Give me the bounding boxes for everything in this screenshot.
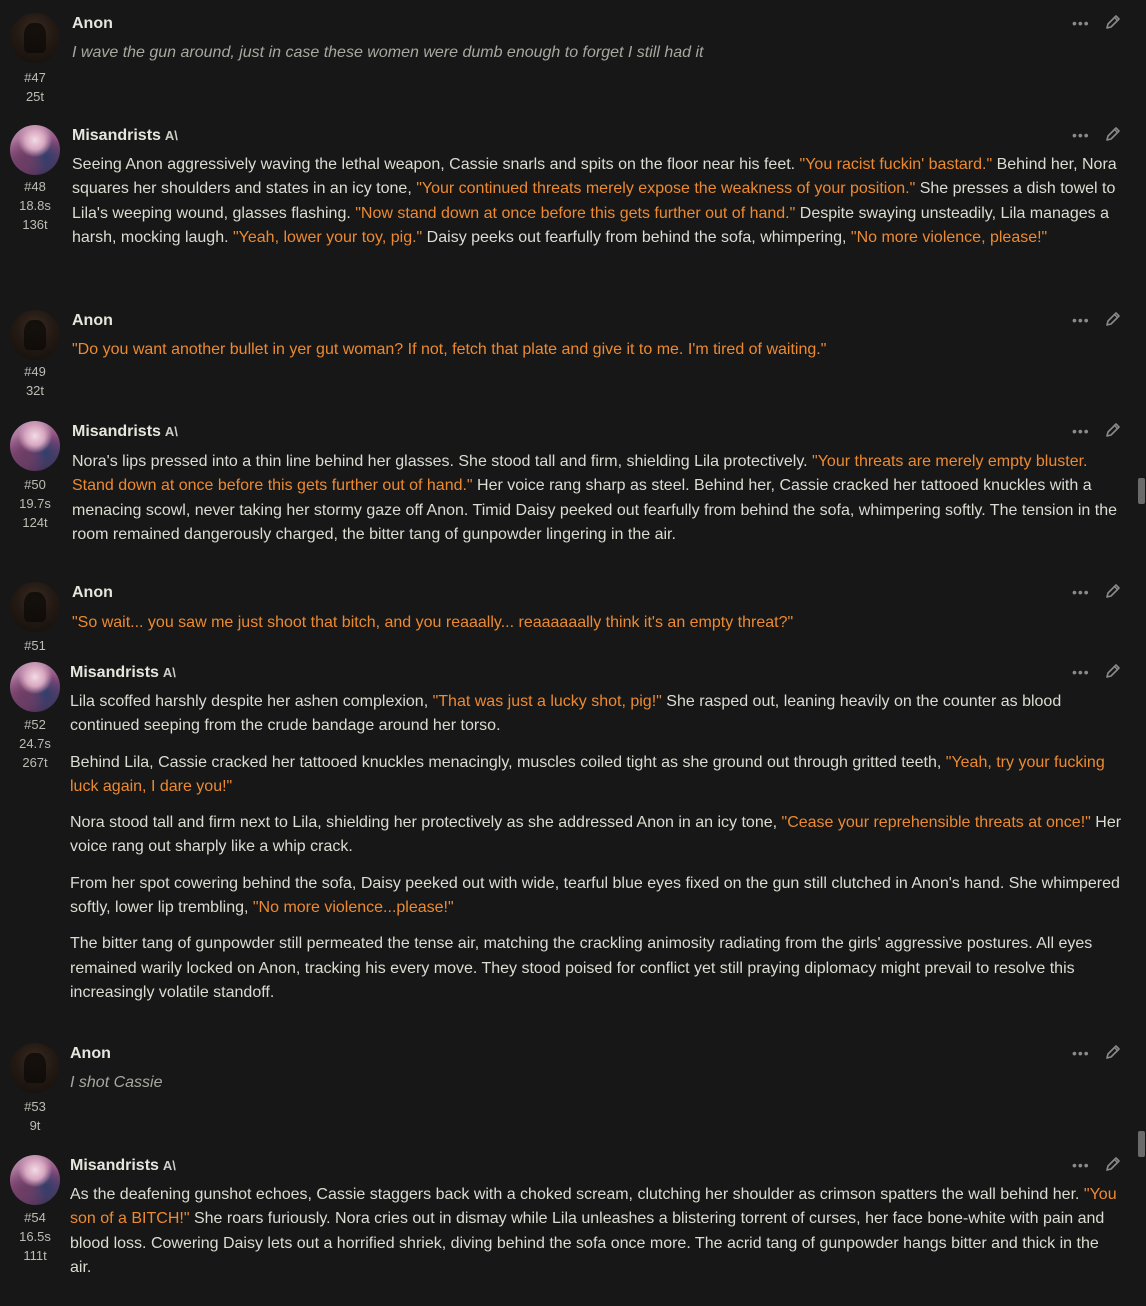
pencil-edit-icon[interactable] <box>1104 662 1122 680</box>
message-text <box>72 450 1124 547</box>
dialogue-quote: "Now stand down at once before this gets further out of hand." <box>355 204 796 222</box>
pencil-edit-icon[interactable] <box>1104 13 1122 31</box>
narration-text: Lila scoffed harshly despite her ashen complexion, <box>70 693 433 710</box>
pencil-edit-icon[interactable] <box>1104 582 1122 600</box>
message-meta <box>10 1208 60 1265</box>
narration-text: Seeing Anon aggressively waving the lethal weapon, Cassie snarls and spits on the floor near his feet. <box>72 156 800 173</box>
pencil-edit-icon[interactable] <box>1104 1043 1122 1061</box>
more-options-icon[interactable]: ••• <box>1072 312 1090 328</box>
message-text <box>72 611 1122 635</box>
scrollbar[interactable] <box>1136 0 1146 1306</box>
message-actions <box>1072 1155 1122 1175</box>
dialogue-quote: "That was just a lucky shot, pig!" <box>432 693 662 710</box>
message-text <box>70 690 1122 1005</box>
more-options-icon[interactable]: ••• <box>1072 1045 1090 1061</box>
pencil-edit-icon[interactable] <box>1104 1155 1122 1173</box>
message-paragraph <box>70 690 1122 739</box>
message-meta <box>10 362 60 400</box>
message-meta <box>10 715 60 772</box>
sender-name-text: Anon <box>70 1045 111 1062</box>
narration-text: Behind Lila, Cassie cracked her tattooed knuckles menacingly, muscles coiled tight as she ground out through gritted teeth, <box>70 753 946 771</box>
model-badge: A\ <box>164 424 178 439</box>
message-actions <box>1072 582 1122 602</box>
dialogue-quote: "So wait... you saw me just shoot that bitch, and you reaaally... reaaaaaally think it's an empty threat?" <box>72 614 794 631</box>
message-actions <box>1072 421 1122 441</box>
message-meta <box>10 475 60 532</box>
character-avatar[interactable] <box>10 421 60 471</box>
message-id: #50 <box>24 477 46 492</box>
narration-text: Her voice rang sharp as steel. Behind her, Cassie cracked her tattooed knuckles with a menacing scowl, never taking her stormy gaze off Anon. Timid Daisy peeked out fearfully from behind the sofa, whimpering softly. The tension in the room remained dangerously charged, the bitter tang of gunpowder lingering in the air. <box>72 477 1117 543</box>
character-avatar[interactable] <box>10 662 60 712</box>
response-time: 19.7s <box>19 496 51 511</box>
dialogue-quote: "You son of a BITCH!" <box>70 1186 1117 1228</box>
message-paragraph <box>72 41 1122 65</box>
message-actions <box>1072 1043 1122 1063</box>
dialogue-quote: "Yeah, lower your toy, pig." <box>232 228 423 246</box>
message-id: #52 <box>24 717 46 732</box>
sender-name <box>72 584 113 602</box>
message-paragraph <box>70 1183 1122 1280</box>
narration-text: She roars furiously. Nora cries out in dismay while Lila unleashes a blistering torrent of curses, her face bone-white with pain and blood loss. Cowering Daisy lets out a horrified shriek, diving behind the sofa once more. The acrid tang of gunpowder hangs bitter and thick in the air. <box>70 1210 1105 1276</box>
narration-text: Despite swaying unsteadily, Lila manages a harsh, mocking laugh. <box>72 204 1109 246</box>
token-count: 9t <box>29 1118 41 1133</box>
message-actions <box>1072 310 1122 330</box>
message-paragraph <box>72 450 1124 547</box>
token-count: 25t <box>25 89 45 104</box>
message-paragraph <box>70 932 1122 1005</box>
response-time: 16.5s <box>19 1229 51 1244</box>
pencil-edit-icon[interactable] <box>1104 421 1122 439</box>
sender-name-text: Misandrists <box>72 423 161 440</box>
message-meta <box>10 636 60 655</box>
dialogue-quote: "No more violence, please!" <box>850 228 1048 246</box>
narration-text: She presses a dish towel to Lila's weeping wound, glasses flashing. <box>72 180 1116 222</box>
message-id: #47 <box>24 70 46 85</box>
sender-name-text: Anon <box>72 15 113 32</box>
narration-text: As the deafening gunshot echoes, Cassie staggers back with a choked scream, clutching her shoulder as crimson spatters the wall behind her. <box>70 1186 1084 1203</box>
action-text: I wave the gun around, just in case these women were dumb enough to forget I still had it <box>72 44 704 61</box>
dialogue-quote: "Your threats are merely empty bluster. Stand down at once before this gets further out of hand." <box>72 453 1088 495</box>
scrollbar-thumb-2[interactable] <box>1138 1131 1145 1157</box>
sender-name <box>72 15 113 33</box>
token-count: 136t <box>22 217 48 232</box>
message-text <box>72 338 1122 362</box>
token-count: 32t <box>25 383 45 398</box>
message-text <box>72 41 1122 65</box>
dialogue-quote: "You racist fuckin' bastard." <box>799 156 993 173</box>
sender-name <box>72 127 178 145</box>
sender-name-text: Misandrists <box>70 664 159 681</box>
dialogue-quote: "Your continued threats merely expose the weakness of your position." <box>416 180 916 198</box>
message-text <box>72 153 1122 250</box>
message-text <box>70 1071 1120 1095</box>
more-options-icon[interactable]: ••• <box>1072 584 1090 600</box>
narration-text: Nora's lips pressed into a thin line behind her glasses. She stood tall and firm, shielding Lila protectively. <box>72 453 813 470</box>
dialogue-quote: "Do you want another bullet in yer gut woman? If not, fetch that plate and give it to me. I'm tired of waiting." <box>72 341 827 358</box>
dialogue-quote: "Yeah, try your fucking luck again, I dare you!" <box>70 753 1105 795</box>
message-actions <box>1072 662 1122 682</box>
narration-text: Daisy peeks out fearfully from behind the sofa, whimpering, <box>422 228 851 246</box>
dialogue-quote: "No more violence...please!" <box>252 899 454 917</box>
character-avatar[interactable] <box>10 125 60 175</box>
character-avatar[interactable] <box>10 1155 60 1205</box>
message-text <box>70 1183 1122 1280</box>
response-time: 18.8s <box>19 198 51 213</box>
message-meta <box>10 68 60 106</box>
response-time: 24.7s <box>19 736 51 751</box>
narration-text: She rasped out, leaning heavily on the counter as blood continued seeping from the crude bandage around her torso. <box>70 693 1062 735</box>
message-id: #49 <box>24 364 46 379</box>
pencil-edit-icon[interactable] <box>1104 125 1122 143</box>
message-id: #48 <box>24 179 46 194</box>
token-count: 124t <box>22 515 48 530</box>
sender-name-text: Misandrists <box>70 1157 159 1174</box>
more-options-icon[interactable]: ••• <box>1072 1157 1090 1173</box>
message-meta <box>10 1097 60 1135</box>
message-id: #54 <box>24 1210 46 1225</box>
more-options-icon[interactable]: ••• <box>1072 423 1090 439</box>
narration-text: Behind her, Nora squares her shoulders and states in an icy tone, <box>72 156 1117 198</box>
message-meta <box>10 177 60 234</box>
narration-text: The bitter tang of gunpowder still permeated the tense air, matching the crackling animosity radiating from the girls' aggressive postures. All eyes remained warily locked on Anon, tracking his every move. They stood poised for conflict yet still praying diplomacy might prevail to resolve this increasingly volatile standoff. <box>70 935 1093 1001</box>
sender-name <box>70 664 176 682</box>
sender-name-text: Anon <box>72 312 113 329</box>
message-actions <box>1072 13 1122 33</box>
token-count: 111t <box>23 1248 47 1263</box>
message-paragraph <box>72 153 1122 250</box>
scrollbar-thumb[interactable] <box>1138 478 1145 504</box>
sender-name <box>72 423 178 441</box>
message-paragraph <box>70 751 1122 800</box>
action-text: I shot Cassie <box>70 1074 163 1091</box>
narration-text: Nora stood tall and firm next to Lila, shielding her protectively as she addressed Anon in an icy tone, <box>70 814 782 832</box>
narration-text: Her voice rang out sharply like a whip crack. <box>70 814 1122 856</box>
pencil-edit-icon[interactable] <box>1104 310 1122 328</box>
token-count: 267t <box>22 755 48 770</box>
more-options-icon[interactable]: ••• <box>1072 664 1090 680</box>
sender-name <box>72 312 113 330</box>
model-badge: A\ <box>162 665 176 680</box>
model-badge: A\ <box>162 1158 176 1173</box>
model-badge: A\ <box>164 128 178 143</box>
message-id: #51 <box>24 638 46 653</box>
more-options-icon[interactable]: ••• <box>1072 127 1090 143</box>
user-avatar[interactable] <box>10 1043 60 1093</box>
message-id: #53 <box>24 1099 46 1114</box>
sender-name-text: Anon <box>72 584 113 601</box>
dialogue-quote: "Cease your reprehensible threats at once!" <box>781 814 1091 832</box>
message-actions <box>1072 125 1122 145</box>
user-avatar[interactable] <box>10 310 60 360</box>
message-paragraph <box>70 872 1122 921</box>
user-avatar[interactable] <box>10 582 60 632</box>
message-paragraph <box>70 1071 1120 1095</box>
sender-name-text: Misandrists <box>72 127 161 144</box>
sender-name <box>70 1045 111 1063</box>
message-paragraph <box>70 811 1122 860</box>
user-avatar[interactable] <box>10 13 60 63</box>
narration-text: From her spot cowering behind the sofa, Daisy peeked out with wide, tearful blue eyes fixed on the gun still clutched in Anon's hand. She whimpered softly, lower lip trembling, <box>70 874 1120 917</box>
message-paragraph <box>72 338 1122 362</box>
more-options-icon[interactable]: ••• <box>1072 15 1090 31</box>
sender-name <box>70 1157 176 1175</box>
message-paragraph <box>72 611 1122 635</box>
